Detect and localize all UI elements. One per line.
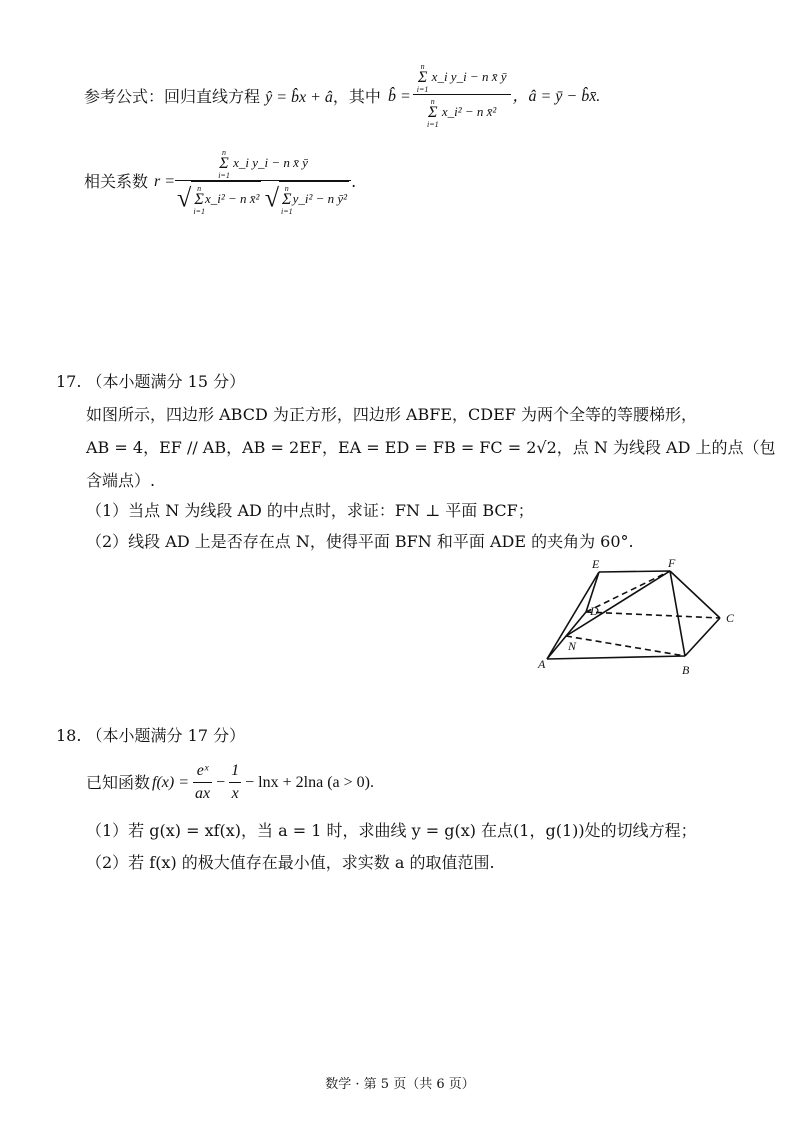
regression-formula <box>84 86 381 109</box>
edge-EF <box>599 571 670 572</box>
sum-upper: n <box>420 62 425 71</box>
r-label: r = <box>154 173 176 190</box>
label-C: C <box>726 611 735 625</box>
q18-header <box>56 725 245 747</box>
q17-part2: （2）线段 AD 上是否存在点 N，使得平面 BFN 和平面 ADE 的夹角为 60°. <box>86 532 634 551</box>
q17-line2: AB = 4，EF // AB，AB = 2EF，EA = ED = FB = FC = 2√2，点 N 为线段 AD 上的点（包 <box>86 438 776 457</box>
sum-lower: i=1 <box>416 85 429 94</box>
edge-DC <box>586 612 720 618</box>
term1-numerator: eˣ <box>193 760 212 783</box>
sum-lower: i=1 <box>193 207 205 216</box>
r-fraction: n Σ i=1 x_i y_i − n x̄ ȳ √ n Σ i=1 x_i² − n x̄² √ n Σ i=1 y_i² − n ȳ² <box>175 148 351 216</box>
label-E: E <box>592 557 600 571</box>
edge-AB <box>547 656 685 659</box>
minus-sign: − <box>216 773 226 791</box>
q18-rest: − lnx + 2lna (a > 0). <box>245 773 374 791</box>
q18-fx: f(x) = <box>152 773 190 791</box>
q17-number: 17. <box>56 372 82 391</box>
b-denominator: x_i² − n x̄² <box>441 103 497 119</box>
b-hat-label: b̂ = <box>388 87 411 105</box>
label-B: B <box>682 663 690 677</box>
sum-upper: n <box>284 184 289 193</box>
label-D: D <box>590 604 599 618</box>
q17-points: （本小题满分 15 分） <box>86 372 246 391</box>
term1-denominator: ax <box>195 785 211 802</box>
regression-equation: ŷ = b̂x + â <box>265 89 333 106</box>
term2-denominator: x <box>231 785 239 802</box>
ref-where: ，其中 <box>332 87 381 106</box>
q17-line1: 如图所示，四边形 ABCD 为正方形，四边形 ABFE，CDEF 为两个全等的等腰梯形， <box>86 405 697 424</box>
b-hat-fraction: n Σ i=1 x_i y_i − n x̄ ȳ n Σ i=1 x_i² − n x̄² <box>413 62 511 131</box>
q18-number: 18. <box>56 726 82 745</box>
q17-header <box>56 371 245 393</box>
r-denominator-x: x_i² − n x̄² <box>204 190 260 206</box>
sum-lower: i=1 <box>218 171 230 180</box>
sum-upper: n <box>197 184 202 193</box>
a-hat-formula: ，â = ȳ − b̂x̄. <box>512 87 601 105</box>
b-hat-formula <box>388 62 600 131</box>
term-exp-over-ax <box>193 760 212 805</box>
r-numerator: x_i y_i − n x̄ ȳ <box>233 154 308 170</box>
q18-intro: 已知函数 <box>86 772 151 792</box>
label-F: F <box>668 556 676 570</box>
q18-part1: （1）若 g(x) = xf(x)，当 a = 1 时，求曲线 y = g(x) 在点(1，g(1))处的切线方程； <box>86 821 697 840</box>
term-one-over-x <box>229 760 241 805</box>
label-N: N <box>568 639 577 653</box>
sum-upper: n <box>430 97 435 106</box>
ref-label: 参考公式：回归直线方程 <box>84 87 261 106</box>
q17-part1: （1）当点 N 为线段 AD 的中点时，求证：FN ⊥ 平面 BCF； <box>86 501 534 520</box>
q18-points: （本小题满分 17 分） <box>86 726 246 745</box>
term2-numerator: 1 <box>229 760 241 783</box>
label-A: A <box>538 657 546 671</box>
solid-figure <box>530 555 750 685</box>
sum-lower: i=1 <box>426 120 439 129</box>
b-numerator: x_i y_i − n x̄ ȳ <box>431 68 507 84</box>
q18-part2: （2）若 f(x) 的极大值存在最小值，求实数 a 的取值范围. <box>86 853 495 872</box>
sum-lower: i=1 <box>280 207 293 216</box>
correlation-formula: 相关系数 r = n Σ i=1 x_i y_i − n x̄ ȳ √ n Σ i=1 x_i² − n x̄² √ n Σ i=1 y_i² − n ȳ² . <box>84 148 357 216</box>
r-denominator-y: y_i² − n ȳ² <box>292 190 348 206</box>
page-footer: 数学 · 第 5 页（共 6 页） <box>325 1077 475 1092</box>
sum-upper: n <box>222 148 227 157</box>
q18-function <box>86 760 374 805</box>
q17-line3: 含端点）. <box>86 471 156 490</box>
edge-FN <box>566 571 670 636</box>
edge-NB <box>566 636 685 656</box>
corr-label: 相关系数 <box>84 172 149 191</box>
edge-BC <box>685 618 720 656</box>
